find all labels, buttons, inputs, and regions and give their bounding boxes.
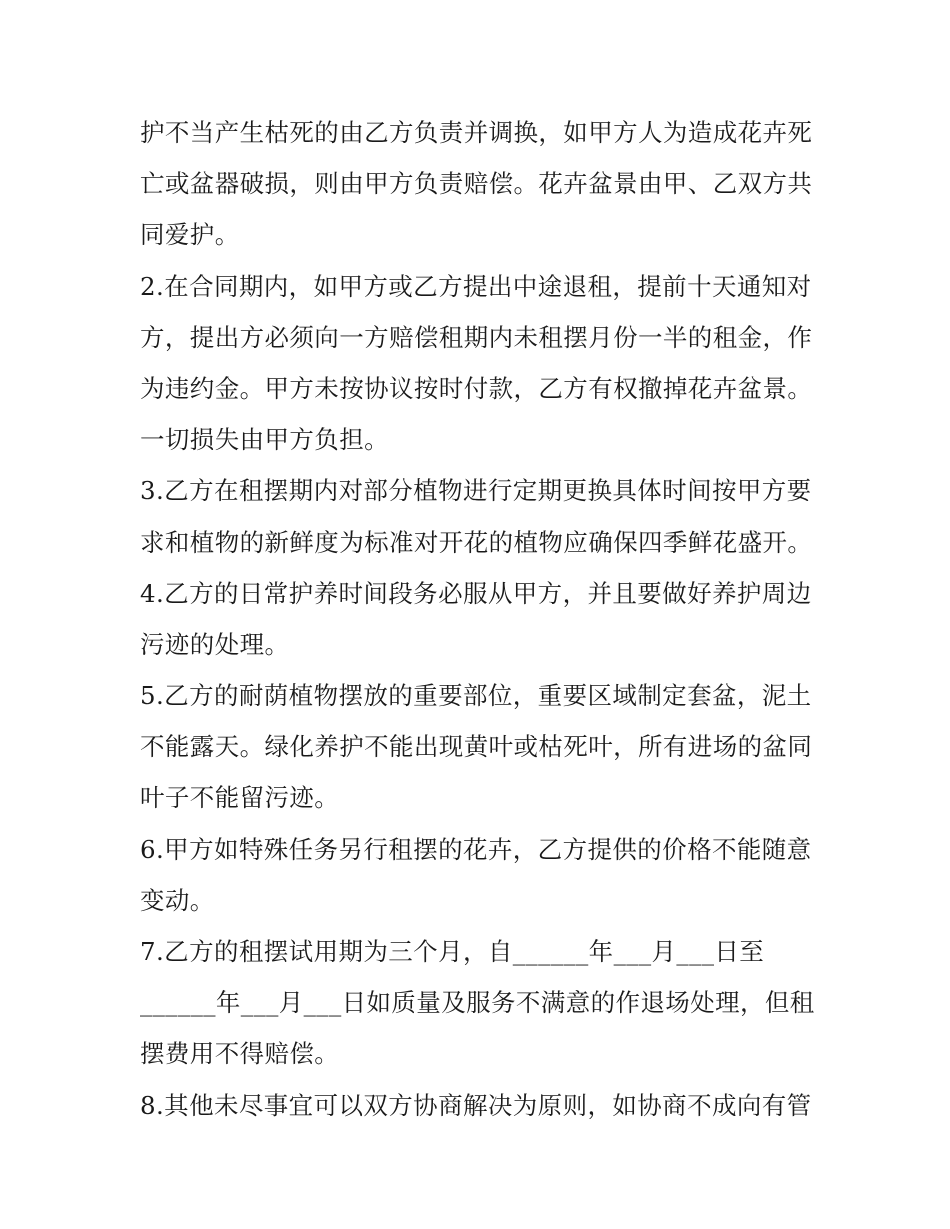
text-line: 4.乙方的日常护养时间段务必服从甲方，并且要做好养护周边 [140, 578, 812, 608]
text-line: 方，提出方必须向一方赔偿租期内未租摆月份一半的租金，作 [140, 322, 813, 352]
text-line: 同爱护。 [140, 220, 240, 250]
text-line: 一切损失由甲方负担。 [140, 425, 389, 455]
text-line: 6.甲方如特殊任务另行租摆的花卉，乙方提供的价格不能随意 [140, 834, 812, 864]
text-line: 不能露天。绿化养护不能出现黄叶或枯死叶，所有进场的盆同 [140, 732, 813, 762]
text-line: 为违约金。甲方未按协议按时付款，乙方有权撤掉花卉盆景。 [140, 373, 813, 403]
text-line: 7.乙方的租摆试用期为三个月，自______年___月___日至 [140, 937, 765, 966]
text-line: ______年___月___日如质量及服务不满意的作退场处理，但租 [140, 988, 815, 1018]
text-line: 叶子不能留污迹。 [140, 783, 340, 813]
text-line: 变动。 [140, 885, 215, 915]
text-line: 求和植物的新鲜度为标准对开花的植物应确保四季鲜花盛开。 [140, 527, 813, 557]
text-line: 护不当产生枯死的由乙方负责并调换，如甲方人为造成花卉死 [140, 118, 813, 147]
text-line: 污迹的处理。 [140, 629, 290, 659]
text-line: 亡或盆器破损，则由甲方负责赔偿。花卉盆景由甲、乙双方共 [140, 169, 813, 199]
text-line: 3.乙方在租摆期内对部分植物进行定期更换具体时间按甲方要 [140, 476, 812, 506]
text-line: 2.在合同期内，如甲方或乙方提出中途退租，提前十天通知对 [140, 271, 812, 301]
text-line: 5.乙方的耐荫植物摆放的重要部位，重要区域制定套盆，泥土 [140, 681, 812, 711]
text-line: 摆费用不得赔偿。 [140, 1039, 340, 1069]
text-line: 8.其他未尽事宜可以双方协商解决为原则，如协商不成向有管 [140, 1090, 812, 1120]
contract-text [140, 107, 820, 1131]
